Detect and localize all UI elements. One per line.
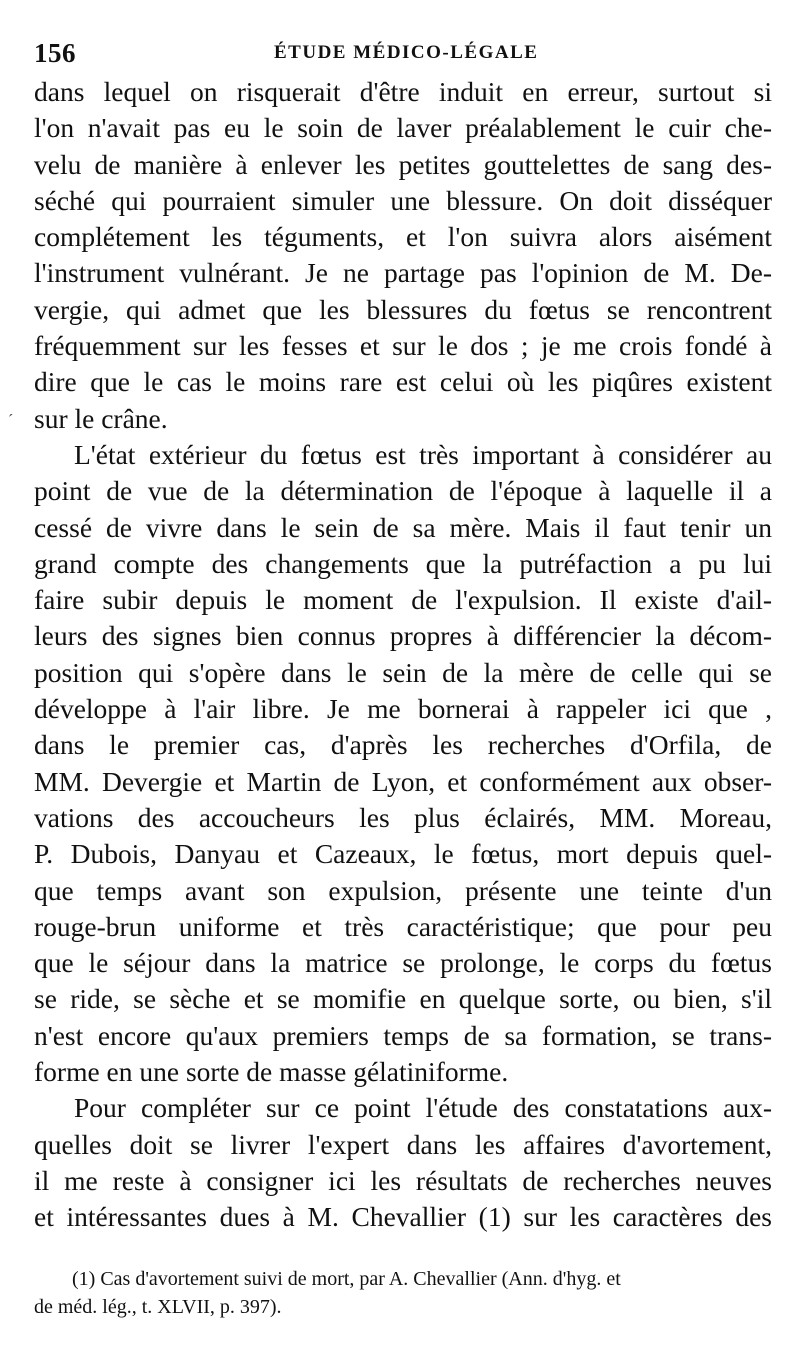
text-line: quelles doit se livrer l'expert dans les affaires d'avortement, (34, 1128, 772, 1160)
text-line: grand compte des changements que la putréfaction a pu lui (34, 547, 772, 579)
text-line: leurs des signes bien connus propres à différencier la décom- (34, 620, 772, 652)
text-line: l'instrument vulnérant. Je ne partage pas l'opinion de M. De- (34, 257, 772, 289)
margin-mark: ´ (8, 412, 14, 429)
text-line: se ride, se sèche et se momifie en quelque sorte, ou bien, s'il (34, 983, 772, 1015)
text-line: sur le crâne. (34, 402, 168, 434)
text-line: vations des accoucheurs les plus éclairés, MM. Moreau, (34, 801, 772, 833)
text-line: dans le premier cas, d'après les recherches d'Orfila, de (34, 729, 772, 761)
paragraph-start-line: Pour compléter sur ce point l'étude des constatations aux- (74, 1092, 772, 1124)
text-line: P. Dubois, Danyau et Cazeaux, le fœtus, mort depuis quel- (34, 838, 772, 870)
text-line: séché qui pourraient simuler une blessure. On doit disséquer (34, 184, 772, 216)
text-line: il me reste à consigner ici les résultats de recherches neuves (34, 1164, 772, 1196)
text-line: forme en une sorte de masse gélatiniforme. (34, 1056, 509, 1088)
text-line: dire que le cas le moins rare est celui où les piqûres existent (34, 366, 772, 398)
text-line: position qui s'opère dans le sein de la mère de celle qui se (34, 656, 772, 688)
footnote-line: (1) Cas d'avortement suivi de mort, par A. Chevallier (Ann. d'hyg. et (72, 1268, 621, 1290)
text-line: cessé de vivre dans le sein de sa mère. Mais il faut tenir un (34, 511, 772, 543)
footnote-line: de méd. lég., t. XLVII, p. 397). (34, 1296, 282, 1318)
text-line: que le séjour dans la matrice se prolonge, le corps du fœtus (34, 947, 772, 979)
text-line: et intéressantes dues à M. Chevallier (1) sur les caractères des (34, 1201, 772, 1233)
footnote (34, 1265, 772, 1321)
text-line: n'est encore qu'aux premiers temps de sa formation, se trans- (34, 1019, 772, 1051)
text-line: développe à l'air libre. Je me bornerai à rappeler ici que , (34, 693, 772, 725)
page-number: 156 (34, 38, 76, 68)
text-line: point de vue de la détermination de l'époque à laquelle il a (34, 475, 772, 507)
body-text (34, 74, 772, 1236)
paragraph-start-line: L'état extérieur du fœtus est très important à considérer au (74, 438, 772, 470)
text-line: dans lequel on risquerait d'être induit en erreur, surtout si (34, 76, 772, 107)
text-line: l'on n'avait pas eu le soin de laver préalablement le cuir che- (34, 112, 772, 144)
text-line: vergie, qui admet que les blessures du fœtus se rencontrent (34, 293, 772, 325)
text-line: complétement les téguments, et l'on suivra alors aisément (34, 221, 772, 253)
running-title: ÉTUDE MÉDICO-LÉGALE (274, 42, 539, 63)
text-line: velu de manière à enlever les petites gouttelettes de sang des- (34, 148, 772, 180)
text-line: fréquemment sur les fesses et sur le dos ; je me crois fondé à (34, 330, 772, 362)
text-line: MM. Devergie et Martin de Lyon, et conformément aux obser- (34, 765, 772, 797)
text-line: rouge-brun uniforme et très caractéristique; que pour peu (34, 910, 772, 942)
text-line: que temps avant son expulsion, présente une teinte d'un (34, 874, 772, 906)
text-line: faire subir depuis le moment de l'expulsion. Il existe d'ail- (34, 584, 772, 616)
running-head (34, 38, 774, 72)
